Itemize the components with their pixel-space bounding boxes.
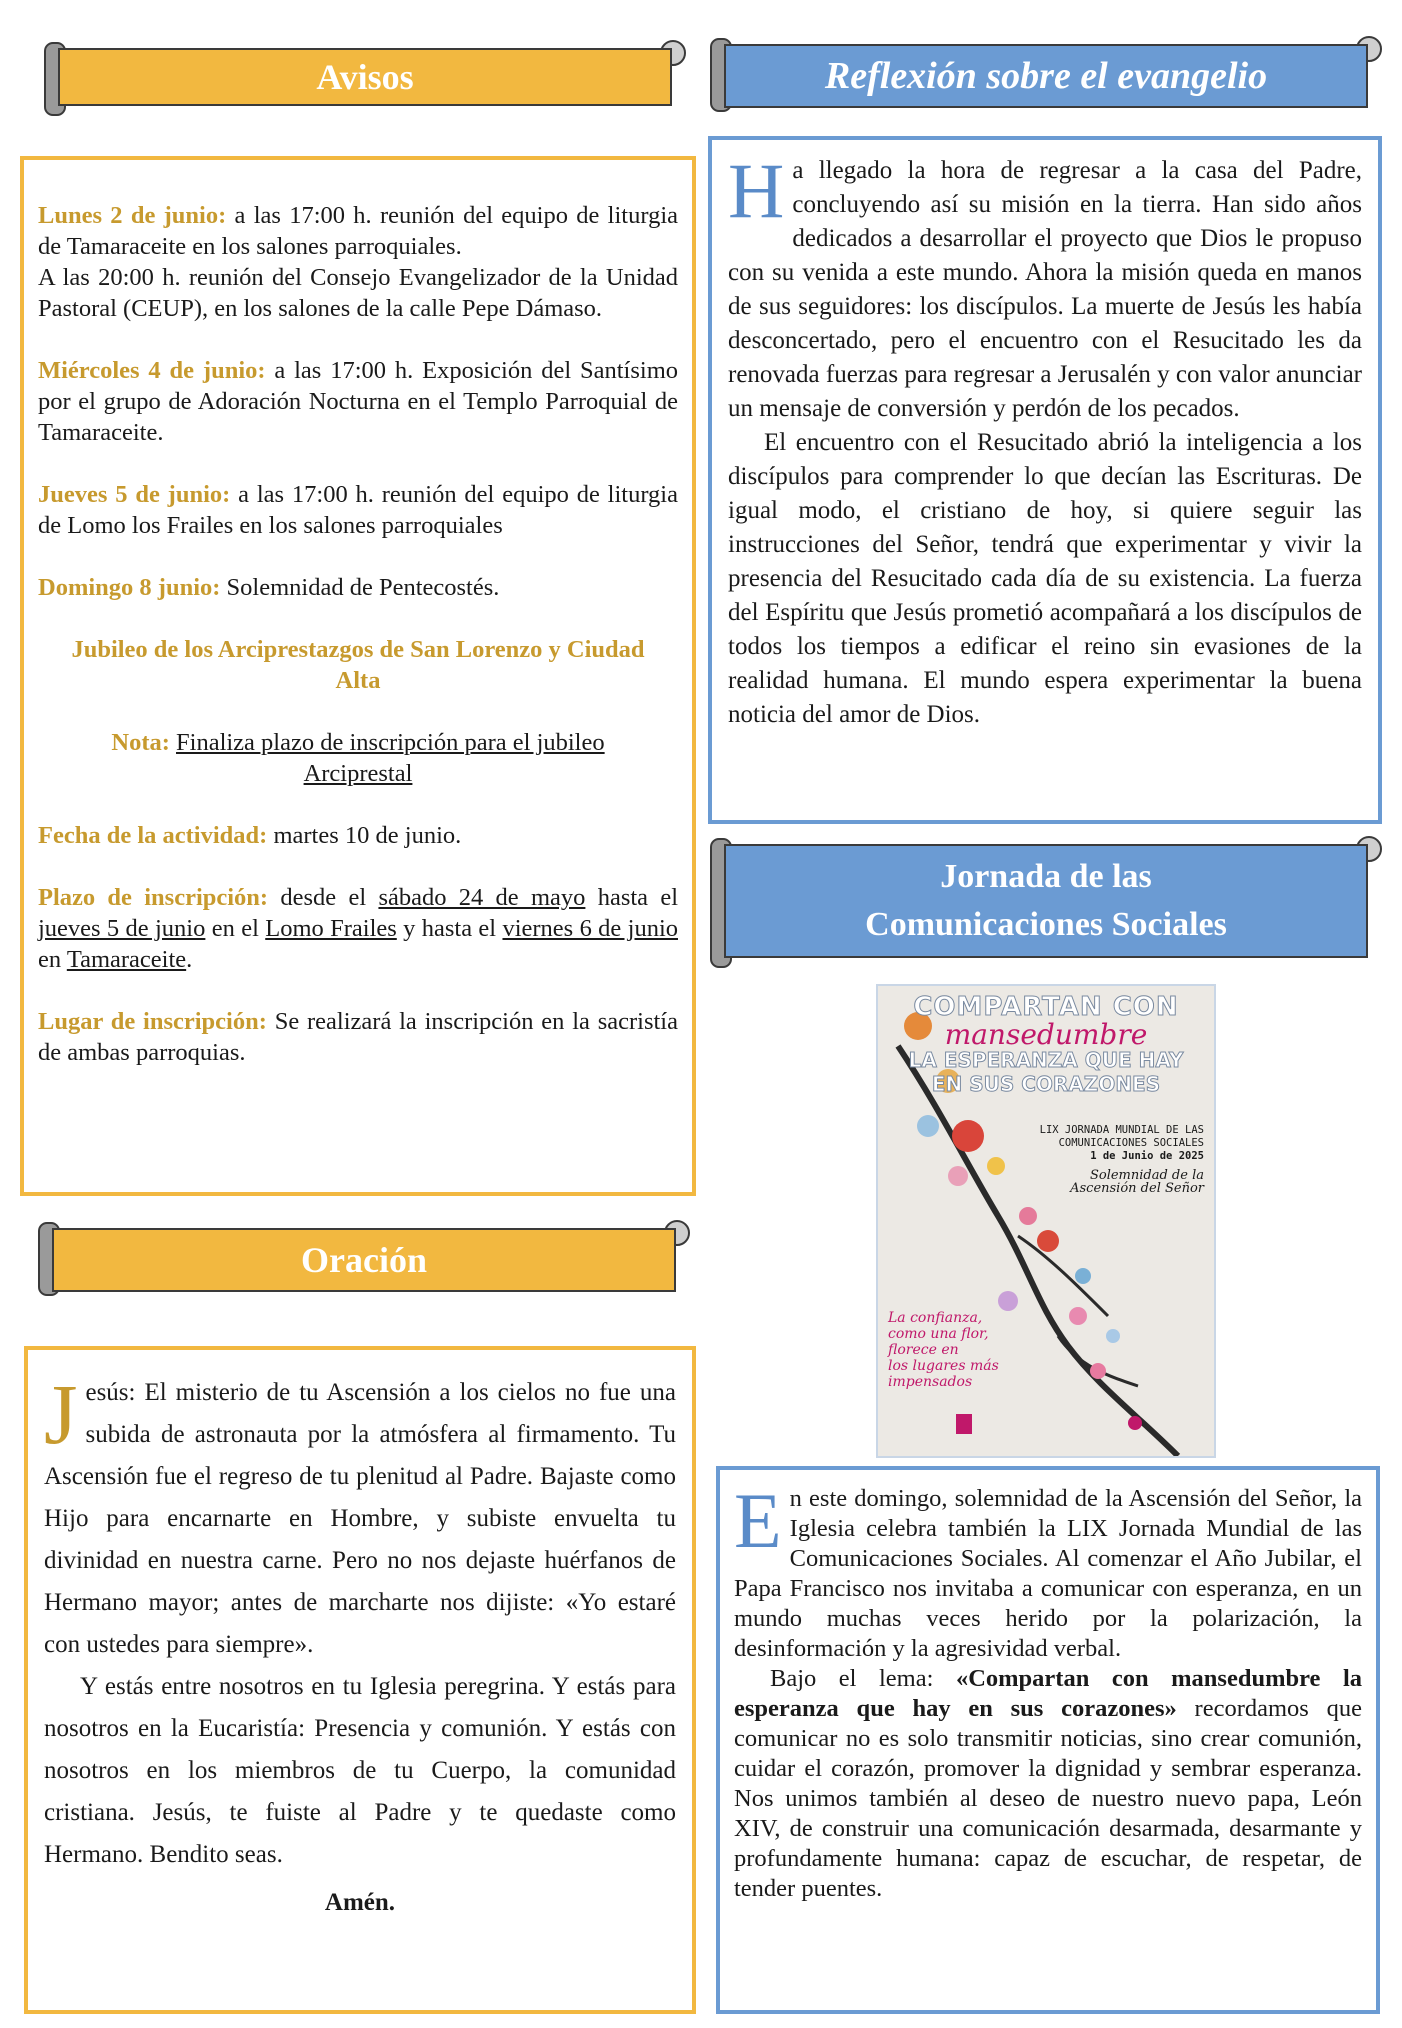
- jornada-box: [716, 1466, 1380, 2014]
- aviso-text: a las 17:00 h. reunión del equipo de liturgia de Lomo los Frailes en los salones parroquiales: [38, 481, 678, 539]
- lugar-text: Se realizará la inscripción en la sacristía de ambas parroquias.: [38, 1008, 678, 1066]
- reflexion-box: [708, 136, 1382, 824]
- jornada-banner: [706, 836, 1386, 966]
- avisos-box: [20, 156, 696, 1196]
- aviso-lunes: [38, 200, 678, 262]
- poster-quote1: La confianza,: [888, 1310, 983, 1326]
- poster-quote2: como una flor,: [888, 1326, 989, 1342]
- plazo-place: Tamaraceite: [66, 946, 187, 973]
- jornada-lema: «Compartan con mansedumbre la esperanza que hay en sus corazones»: [734, 1665, 1363, 1722]
- aviso-miercoles: [38, 355, 678, 448]
- poster-script1: Solemnidad de la: [1089, 1168, 1204, 1183]
- oracion-title: Oración: [52, 1228, 676, 1292]
- jornada-dropcap: E: [734, 1477, 782, 1564]
- plazo-text: en: [38, 946, 67, 973]
- oracion-box: [24, 1346, 696, 2014]
- lugar-inscripcion: [38, 1006, 678, 1068]
- plazo-text: hasta el: [585, 884, 679, 911]
- jornada-title-line1: Jornada de las: [940, 858, 1152, 895]
- reflexion-paragraph-1: a llegado la hora de regresar a la casa del Padre, concluyendo así su misión en la tierra. Han sido años dedicados a desarrollar el proyecto que Dios le propuso con su venida a este mundo. Ahora la misión queda en manos de sus seguidores: los discípulos. La muerte de Jesús les había desconcertado, pero el encuentro con el Resucitado les da renovada fuerzas para regresar a Jerusalén y con valor anunciar un mensaje de conversión y perdón de los pecados.: [728, 157, 1362, 422]
- poster-info: [1040, 1124, 1204, 1195]
- plazo-place: Lomo Frailes: [265, 915, 397, 942]
- jornada-poster: [876, 984, 1216, 1458]
- oracion-paragraph-1: esús: El misterio de tu Ascensión a los cielos no fue una subida de astronauta por la atmósfera al firmamento. Tu Ascensión fue el regreso de tu plenitud al Padre. Bajaste como Hijo para encarnarte en Hombre, y subiste envuelta tu divinidad en nuestra carne. Pero no nos dejaste huérfanos de Hermano mayor; antes de marcharte nos dijiste: «Yo estaré con ustedes para siempre».: [44, 1379, 676, 1658]
- avisos-title: Avisos: [58, 48, 672, 106]
- aviso-label: Lunes 2 de junio:: [38, 202, 227, 229]
- nota-label: Nota:: [111, 729, 170, 756]
- jornada-title-line2: Comunicaciones Sociales: [865, 906, 1227, 943]
- aviso-lunes-2: [38, 262, 678, 324]
- nota: [38, 727, 678, 789]
- aviso-jueves: [38, 479, 678, 541]
- fecha-label: Fecha de la actividad:: [38, 822, 268, 849]
- plazo-text: en el: [205, 915, 266, 942]
- plazo-date: jueves 5 de junio: [38, 915, 206, 942]
- poster-small3: 1 de Junio de 2025: [1090, 1150, 1204, 1162]
- poster-line4: EN SUS CORAZONES: [931, 1072, 1161, 1096]
- jornada-title: [724, 844, 1368, 958]
- plazo-text: .: [186, 946, 193, 973]
- plazo-inscripcion: [38, 882, 678, 975]
- poster-script2: Ascensión del Señor: [1070, 1181, 1204, 1196]
- aviso-label: Domingo 8 junio:: [38, 574, 221, 601]
- fecha-text: martes 10 de junio.: [267, 822, 462, 849]
- reflexion-banner: [706, 36, 1386, 116]
- poster-quote: [888, 1310, 999, 1390]
- avisos-banner: [40, 40, 690, 114]
- jornada-p2-text: recordamos que comunicar no es solo transmitir noticias, sino crear comunión, cuidar el corazón, promover la dignidad y sembrar esperanza. Nos unimos también al deseo de nuestro nuevo papa, León XIV, de construir una comunicación desarmada, desarmante y profundamente humana: capaz de escuchar, de respetar, de tender puentes.: [734, 1695, 1362, 1902]
- aviso-label: Miércoles 4 de junio:: [38, 357, 266, 384]
- plazo-text: y hasta el: [396, 915, 503, 942]
- plazo-label: Plazo de inscripción:: [38, 884, 269, 911]
- lugar-label: Lugar de inscripción:: [38, 1008, 267, 1035]
- jornada-p2-text: Bajo el lema:: [770, 1665, 956, 1692]
- reflexion-dropcap: H: [728, 147, 785, 234]
- poster-line2: mansedumbre: [944, 1018, 1148, 1051]
- poster-quote5: impensados: [888, 1374, 973, 1390]
- oracion-dropcap: J: [44, 1366, 78, 1462]
- nota-text: Finaliza plazo de inscripción para el jubileo Arciprestal: [176, 729, 605, 787]
- aviso-label: Jueves 5 de junio:: [38, 481, 231, 508]
- aviso-text: A las 20:00 h. reunión del Consejo Evangelizador de la Unidad Pastoral (CEUP), en los salones de la calle Pepe Dámaso.: [38, 264, 678, 322]
- plazo-date: sábado 24 de mayo: [378, 884, 586, 911]
- aviso-text: a las 17:00 h. reunión del equipo de liturgia de Tamaraceite en los salones parroquiales.: [38, 202, 678, 260]
- oracion-banner: [34, 1220, 694, 1300]
- poster-line1: COMPARTAN CON: [913, 992, 1179, 1022]
- fecha-actividad: [38, 820, 678, 851]
- plazo-text: desde el: [268, 884, 379, 911]
- jornada-paragraph-2: [734, 1664, 1362, 1904]
- poster-quote3: florece en: [888, 1342, 959, 1358]
- aviso-domingo: [38, 572, 678, 603]
- jornada-paragraph-1: n este domingo, solemnidad de la Ascensión del Señor, la Iglesia celebra también la LIX Jornada Mundial de las Comunicaciones Sociales. Al comenzar el Año Jubilar, el Papa Francisco nos invitaba a comunicar con esperanza, en un mundo muchas veces herido por la polarización, la desinformación y la agresividad verbal.: [734, 1485, 1362, 1662]
- poster-small1: LIX JORNADA MUNDIAL DE LAS: [1039, 1124, 1204, 1136]
- aviso-text: a las 17:00 h. Exposición del Santísimo por el grupo de Adoración Nocturna en el Templo Parroquial de Tamaraceite.: [38, 357, 678, 446]
- poster-quote4: los lugares más: [888, 1358, 999, 1374]
- poster-title: [878, 992, 1214, 1096]
- poster-line3: LA ESPERANZA QUE HAY: [908, 1048, 1184, 1072]
- jubileo-heading: Jubileo de los Arciprestazgos de San Lorenzo y Ciudad Alta: [71, 636, 645, 694]
- aviso-text: Solemnidad de Pentecostés.: [220, 574, 500, 601]
- reflexion-paragraph-2: El encuentro con el Resucitado abrió la inteligencia a los discípulos para comprender lo que decían las Escrituras. De igual modo, el cristiano de hoy, si quiere seguir las instrucciones del Señor, tendrá que experimentar y vivir la presencia del Resucitado cada día de su existencia. La fuerza del Espíritu que Jesús prometió acompañará a los discípulos de todos los tiempos a edificar el reino sin evasiones de la realidad humana. El mundo espera experimentar la buena noticia del amor de Dios.: [728, 429, 1362, 728]
- poster-small2: COMUNICACIONES SOCIALES: [1058, 1137, 1204, 1149]
- oracion-paragraph-2: Y estás entre nosotros en tu Iglesia peregrina. Y estás para nosotros en la Eucaristía: Presencia y comunión. Y estás con nosotros en los miembros de tu Cuerpo, la comunidad cristiana. Jesús, te fuiste al Padre y te quedaste como Hermano. Bendito seas.: [44, 1673, 676, 1868]
- plazo-date: viernes 6 de junio: [502, 915, 678, 942]
- reflexion-title: Reflexión sobre el evangelio: [724, 44, 1368, 108]
- oracion-amen: Amén.: [324, 1889, 396, 1916]
